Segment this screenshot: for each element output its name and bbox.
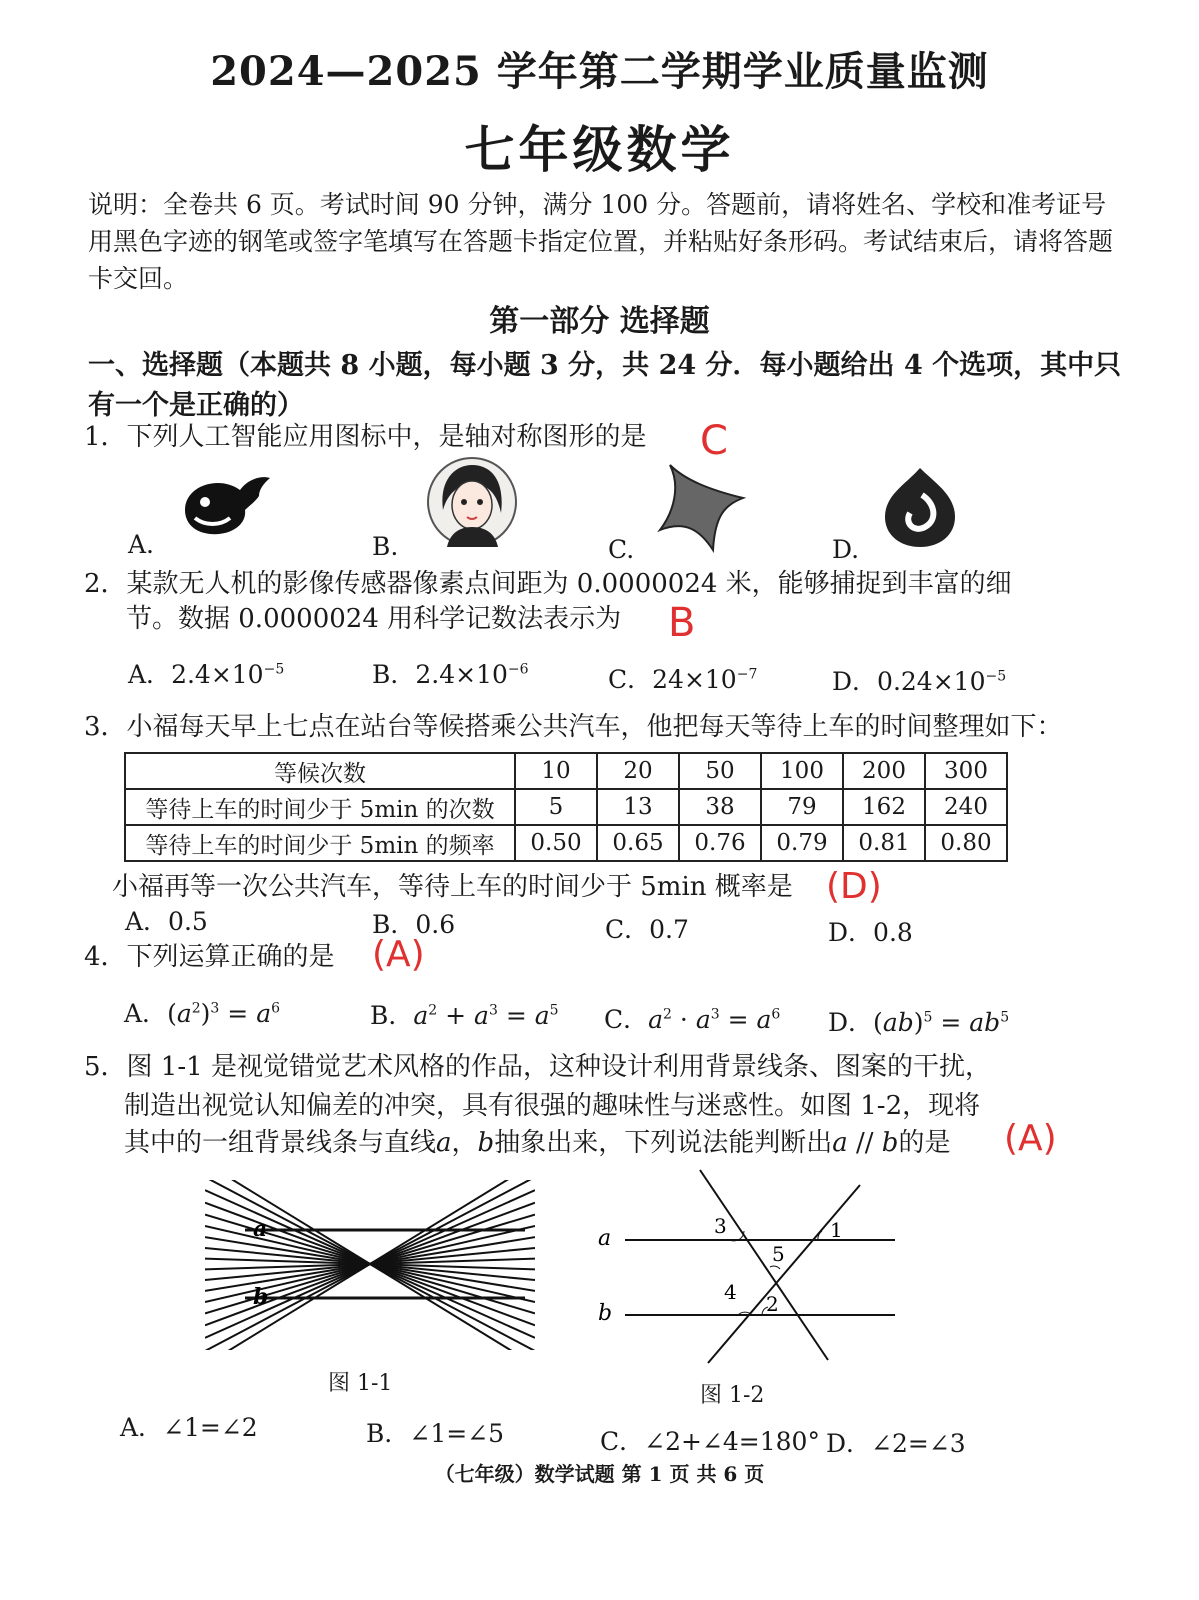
q2-option-d-label: D． [832,667,878,696]
q3-table [124,752,1008,862]
q2-option-b-base: 2.4×10 [415,660,508,689]
table-cell: 200 [843,753,925,789]
table-row-label: 等待上车的时间少于 5min 的频率 [125,825,515,861]
q2-option-a-base: 2.4×10 [171,660,264,689]
instructions: 说明：全卷共 6 页。考试时间 90 分钟，满分 100 分。答题前，请将姓名、学校和准考证号用黑色字迹的钢笔或签字笔填写在答题卡指定位置，并粘贴好条形码。考试结束后，请将答题卡交回。 [88,190,1114,293]
girl-avatar-icon [425,455,520,550]
part-title: 第一部分 选择题 [489,304,710,339]
q5-answer: (A) [1004,1118,1057,1159]
q5-stem-line3-a: 其中的一组背景线条与直线 [124,1128,437,1158]
angle-label-5: 5 [772,1242,785,1266]
figure-1-1 [205,1180,535,1350]
q2-option-b-exp: −6 [507,661,529,678]
figure-1-2 [590,1165,900,1365]
q4-option-b[interactable]: B．$a^2 + a^3 = a^5$ [370,1001,559,1030]
q2-option-a-label: A． [128,660,172,689]
q3-option-a[interactable]: A．0.5 [125,907,208,936]
table-cell: 100 [761,753,843,789]
q5-stem-b: b [477,1128,495,1158]
q1-option-b[interactable]: B. [372,532,399,561]
table-cell: 300 [925,753,1007,789]
q1-option-c[interactable]: C. [608,535,635,564]
table-cell: 0.81 [843,825,925,861]
table-cell: 50 [679,753,761,789]
q2-option-d-exp: −5 [985,668,1007,685]
q2-option-c-base: 24×10 [652,665,737,694]
q5-option-c[interactable]: C．∠2+∠4=180° [600,1427,820,1456]
angle-label-4: 4 [724,1280,737,1304]
spinning-top-logo-icon [655,460,750,555]
q5-stem-line3-c: 的是 [898,1128,951,1158]
q1-answer: C [700,418,728,464]
page-footer: （七年级）数学试题 第 1 页 共 6 页 [434,1462,765,1486]
q1-stem-text: 1．下列人工智能应用图标中，是轴对称图形的是 [84,422,647,452]
fig2-label-b: b [598,1301,613,1326]
q4-answer: (A) [372,934,425,975]
q5-stem-a: a [436,1128,452,1158]
q3-stem: 3．小福每天早上七点在站台等候搭乘公共汽车，他把每天等待上车的时间整理如下： [84,712,1063,742]
q3-option-c[interactable]: C．0.7 [605,915,689,944]
q2-option-a[interactable] [128,655,284,691]
table-cell: 0.50 [515,825,597,861]
q5-option-b[interactable]: B．∠1=∠5 [366,1419,505,1448]
fig1-label-b: b [253,1284,269,1310]
q3-option-d[interactable]: D．0.8 [828,918,913,947]
table-cell: 38 [679,789,761,825]
q2-stem-line2: 节。数据 0.0000024 用科学记数法表示为 [126,604,622,634]
exam-title: 2024—2025 学年第二学期学业质量监测 [210,48,989,95]
q4-option-c[interactable]: C．$a^2 \cdot a^3 = a^6$ [604,1005,781,1034]
table-row-label: 等候次数 [125,753,515,789]
q5-stem-line3-b: 抽象出来，下列说法能判断出 [494,1128,833,1158]
q4-option-a-label: A． [124,999,168,1028]
q2-option-c-exp: −7 [736,666,758,683]
subject-title: 七年级数学 [464,120,735,179]
q5-stem-line1: 5．图 1-1 是视觉错觉艺术风格的作品，这种设计利用背景线条、图案的干扰， [84,1052,991,1082]
fig2-label-a: a [598,1226,612,1251]
angle-label-1: 1 [830,1218,843,1242]
table-cell: 5 [515,789,597,825]
q2-option-b-label: B． [372,660,416,689]
table-row-label: 等待上车的时间少于 5min 的次数 [125,789,515,825]
q4-option-d-label: D． [828,1008,874,1037]
q2-option-d[interactable] [832,662,1006,698]
q3-answer: (D) [826,866,882,907]
table-cell: 10 [515,753,597,789]
table-cell: 13 [597,789,679,825]
q4-option-a[interactable]: A．$(a^2)^3 = a^6$ [124,999,281,1028]
whale-logo-icon [175,470,275,540]
q1-option-d[interactable]: D. [832,535,860,564]
q2-answer: B [668,600,696,646]
q2-option-c[interactable] [608,660,757,696]
q4-option-b-label: B． [370,1001,414,1030]
table-cell: 0.79 [761,825,843,861]
figure-1-1-caption: 图 1-1 [328,1371,393,1396]
q2-stem-line1: 2．某款无人机的影像传感器像素点间距为 0.0000024 米，能够捕捉到丰富的细 [84,569,1012,599]
table-cell: 0.65 [597,825,679,861]
table-cell: 162 [843,789,925,825]
q2-option-a-exp: −5 [263,661,285,678]
fig1-label-a: a [253,1216,268,1242]
figure-1-2-caption: 图 1-2 [700,1383,765,1408]
table-cell: 0.80 [925,825,1007,861]
q1-option-a[interactable]: A. [128,530,155,559]
q2-option-d-base: 0.24×10 [877,667,986,696]
table-row [125,789,1007,825]
q1-stem [84,418,647,456]
q4-option-d[interactable]: D．$(ab)^5 = ab^5$ [828,1008,1010,1037]
q4-option-c-label: C． [604,1005,649,1034]
q5-stem-line3: 其中的一组背景线条与直线a，b抽象出来，下列说法能判断出a // b的是 [124,1128,951,1158]
table-cell: 0.76 [679,825,761,861]
angle-label-3: 3 [714,1214,727,1238]
table-cell: 240 [925,789,1007,825]
table-row [125,753,1007,789]
table-cell: 20 [597,753,679,789]
flame-swirl-logo-icon [880,465,960,550]
q3-option-b[interactable]: B．0.6 [372,910,456,939]
section-title: 一、选择题（本题共 8 小题，每小题 3 分，共 24 分．每小题给出 4 个选项，其中只有一个是正确的） [88,350,1122,421]
q5-stem-line2: 制造出视觉认知偏差的冲突，具有很强的趣味性与迷惑性。如图 1-2，现将 [124,1091,981,1121]
q2-option-b[interactable] [372,655,529,691]
q5-option-d[interactable]: D．∠2=∠3 [826,1429,966,1458]
q3-followup: 小福再等一次公共汽车，等待上车的时间少于 5min 概率是 [112,872,793,902]
q5-option-a[interactable]: A．∠1=∠2 [120,1413,258,1442]
table-cell: 79 [761,789,843,825]
q4-stem: 4．下列运算正确的是 [84,942,335,972]
table-row [125,825,1007,861]
angle-label-2: 2 [766,1292,779,1316]
q2-option-c-label: C． [608,665,653,694]
